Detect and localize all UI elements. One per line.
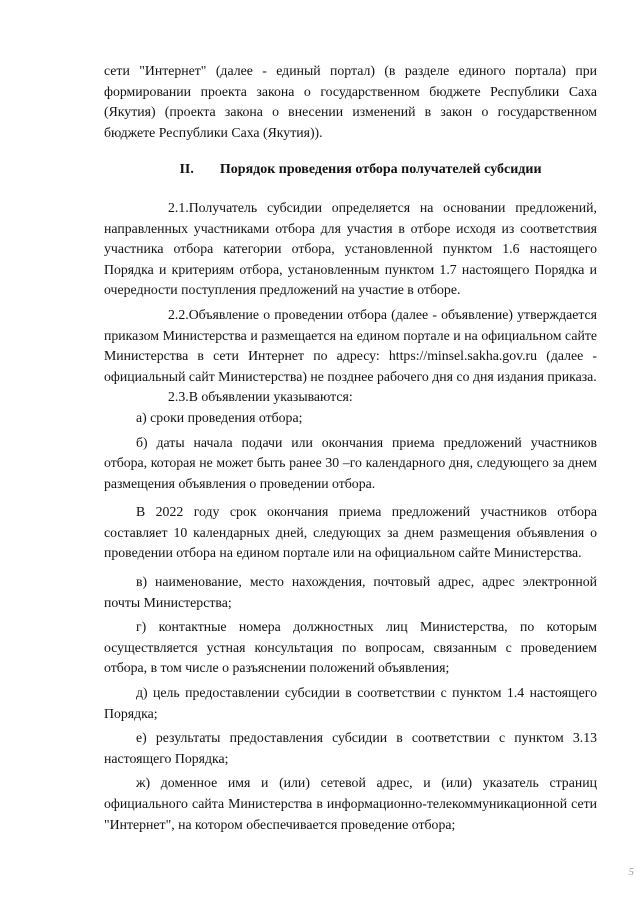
item-text-2-2: Объявление о проведении отбора (далее - объявление) утверждается приказом Министерства и размещается на едином портале и на официальном сайте Министерства в сети Интернет по адресу: https://minsel.sakha.gov.ru (далее - официальный сайт Министерства) не позднее рабочего дня со дня издания приказа. (104, 306, 597, 384)
section-title: Порядок проведения отбора получателей субсидии (219, 162, 542, 178)
sub-item-e: е) результаты предоставления субсидии в соответствии с пунктом 3.13 настоящего Порядка; (104, 730, 597, 766)
sub-item-zh: ж) доменное имя и (или) сетевой адрес, и (или) указатель страниц официального сайта Министерства в информационно-телекоммуникационной сети "Интернет", на котором обеспечивается проведение отбора; (104, 775, 597, 832)
sub-item-b: б) даты начала подачи или окончания приема предложений участников отбора, которая не может быть ранее 30 –го календарного дня, следующего за днем размещения объявления о проведении отбора. (104, 434, 597, 491)
page-number: 5 (628, 866, 634, 878)
sub-item-d: д) цель предоставлении субсидии в соответствии с пунктом 1.4 настоящего Порядка; (104, 685, 597, 721)
section-heading (104, 160, 597, 181)
note-2022-paragraph: В 2022 году срок окончания приема предложений участников отбора составляет 10 календарных дней, следующих за днем размещения объявления о проведении отбора на едином портале или на официальном сайте Министерства. (104, 504, 597, 561)
sub-item-a: а) сроки проведения отбора; (136, 409, 303, 425)
item-text-2-1: Получатель субсидии определяется на основании предложений, направленных участниками отбора для участия в отборе исходя из соответствия участника отбора категории отбора, установленной пунктом 1.6 настоящего Порядка и критериям отбора, установленным пунктом 1.7 настоящего Порядка и очередности поступления предложений на участие в отборе. (104, 199, 597, 298)
sub-item-g: г) контактные номера должностных лиц Министерства, по которым осуществляется устная консультация по вопросам, связанным с проведением отбора, в том числе о разъяснении положений объявления; (104, 619, 597, 676)
continuation-paragraph: сети "Интернет" (далее - единый портал) (в разделе единого портала) при формировании проекта закона о государственном бюджете Республики Саха (Якутия) (проекта закона о внесении изменений в закон о государственном бюджете Республики Саха (Якутия)). (104, 63, 597, 140)
item-number-2-3: 2.3. (168, 389, 189, 405)
item-text-2-3: В объявлении указываются: (188, 389, 353, 405)
document-body (104, 61, 597, 835)
sub-item-v: в) наименование, место нахождения, почтовый адрес, адрес электронной почты Министерства; (104, 574, 597, 610)
item-number-2-1: 2.1. (168, 199, 189, 215)
paragraph-2-1 (104, 198, 597, 301)
item-number-2-2: 2.2. (168, 306, 189, 322)
section-number: II. (179, 162, 194, 178)
paragraph-2-3 (104, 387, 597, 408)
paragraph-2-2 (104, 305, 597, 387)
